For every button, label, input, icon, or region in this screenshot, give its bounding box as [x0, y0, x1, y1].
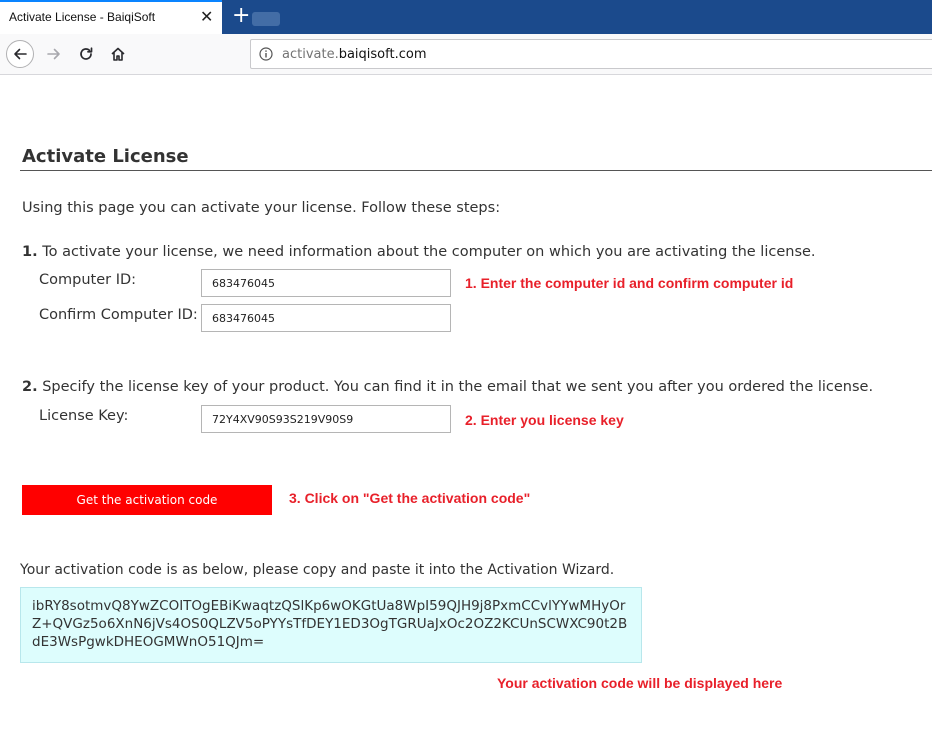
license-key-label: License Key:	[39, 408, 129, 424]
get-code-hint: 3. Click on "Get the activation code"	[289, 490, 531, 506]
home-button[interactable]	[104, 40, 132, 68]
step-2-description: Specify the license key of your product. You can find it in the email that we sent you after you ordered the license.	[42, 379, 874, 395]
browser-tab[interactable]	[0, 0, 222, 34]
reload-icon	[78, 46, 94, 62]
back-arrow-icon	[12, 46, 28, 62]
license-key-hint: 2. Enter you license key	[465, 412, 624, 428]
reload-button[interactable]	[72, 40, 100, 68]
confirm-computer-id-label: Confirm Computer ID:	[39, 307, 198, 323]
address-bar[interactable]	[250, 39, 932, 69]
tab-title: Activate License - BaiqiSoft	[9, 10, 156, 24]
new-tab-button[interactable]: +	[232, 3, 251, 28]
intro-text: Using this page you can activate your license. Follow these steps:	[22, 200, 501, 216]
step-1-text	[22, 244, 816, 260]
license-key-input[interactable]	[201, 405, 451, 433]
activation-code-hint: Your activation code will be displayed here	[497, 675, 783, 691]
forward-arrow-icon	[46, 46, 62, 62]
activation-code-note: Your activation code is as below, please copy and paste it into the Activation Wizard.	[20, 562, 615, 578]
url-text[interactable]	[282, 47, 426, 62]
computer-id-input[interactable]	[201, 269, 451, 297]
get-activation-code-button[interactable]: Get the activation code	[22, 485, 272, 515]
blurred-tab-icon	[252, 12, 280, 26]
navigation-bar	[0, 34, 932, 75]
computer-id-label: Computer ID:	[39, 272, 137, 288]
title-divider	[20, 170, 932, 171]
info-icon[interactable]	[259, 47, 273, 61]
computer-id-hint: 1. Enter the computer id and confirm computer id	[465, 275, 794, 291]
confirm-computer-id-input[interactable]	[201, 304, 451, 332]
url-domain: baiqisoft.com	[338, 47, 427, 62]
step-1-description: To activate your license, we need information about the computer on which you are activating the license.	[42, 244, 816, 260]
close-tab-icon[interactable]: ✕	[200, 7, 214, 26]
url-prefix: activate.	[282, 47, 339, 62]
forward-button[interactable]	[40, 40, 68, 68]
home-icon	[110, 46, 126, 62]
step-2-number: 2.	[22, 379, 38, 395]
tab-bar	[0, 0, 932, 34]
step-1-number: 1.	[22, 244, 38, 260]
back-button[interactable]	[6, 40, 34, 68]
activation-code-box[interactable]: ibRY8sotmvQ8YwZCOITOgEBiKwaqtzQSlKp6wOKGtUa8WpI59QJH9j8PxmCCvlYYwMHyOrZ+QVGz5o6XnN6jVs4OS0QLZV5oPYYsTfDEY1ED3OgTGRUaJxOc2OZ2KCUnSCWXC90t2BdE3WsPgwkDHEOGMWnO51QJm=	[20, 587, 642, 663]
step-2-text	[22, 379, 873, 395]
page-title: Activate License	[22, 146, 189, 167]
